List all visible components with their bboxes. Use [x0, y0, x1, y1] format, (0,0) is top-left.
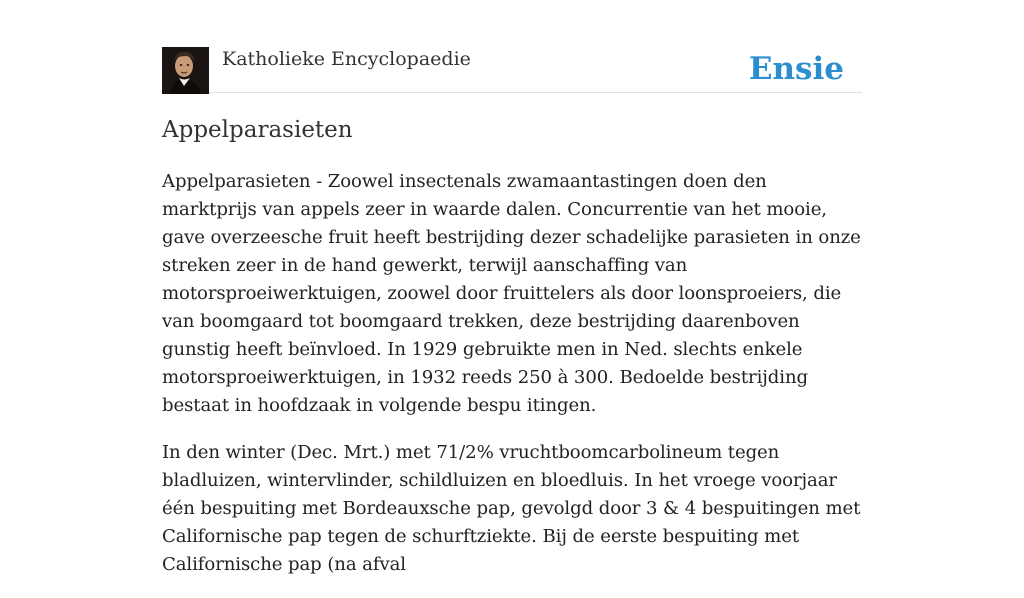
article-paragraph-1: Appelparasieten - Zoowel insectenals zwamaantastingen doen den marktprijs van appels zeer in waarde dalen. Concurrentie van het mooie, gave overzeesche fruit heeft bestrijding dezer schadelijke parasieten in onze streken zeer in de hand gewerkt, terwijl aanschaffing van motorsproeiwerktuigen, zoowel door fruittelers als door loonsproeiers, die van boomgaard tot boomgaard trekken, deze bestrijding daarenboven gunstig heeft beïnvloed. In 1929 gebruikte men in Ned. slechts enkele motorsproeiwerktuigen, in 1932 reeds 250 à 300. Bedoelde bestrijding bestaat in hoofdzaak in volgende bespu itingen. — [162, 171, 861, 416]
brand-logo-link[interactable]: Ensie — [748, 51, 844, 87]
portrait-avatar-icon[interactable] — [162, 47, 209, 94]
article-body — [162, 168, 862, 598]
site-header — [162, 46, 862, 93]
portrait-icon — [162, 47, 209, 94]
article-paragraph-2: In den winter (Dec. Mrt.) met 71/2% vruchtboomcarbolineum tegen bladluizen, wintervlinder, schildluizen en bloedluis. In het vroege voorjaar één bespuiting met Bordeauxsche pap, gevolgd door 3 & 4 bespuitingen met Californische pap tegen de schurftziekte. Bij de eerste bespuiting met Californische pap (na afval — [162, 442, 861, 575]
page-title: Appelparasieten — [162, 117, 353, 143]
source-name[interactable]: Katholieke Encyclopaedie — [222, 48, 471, 70]
